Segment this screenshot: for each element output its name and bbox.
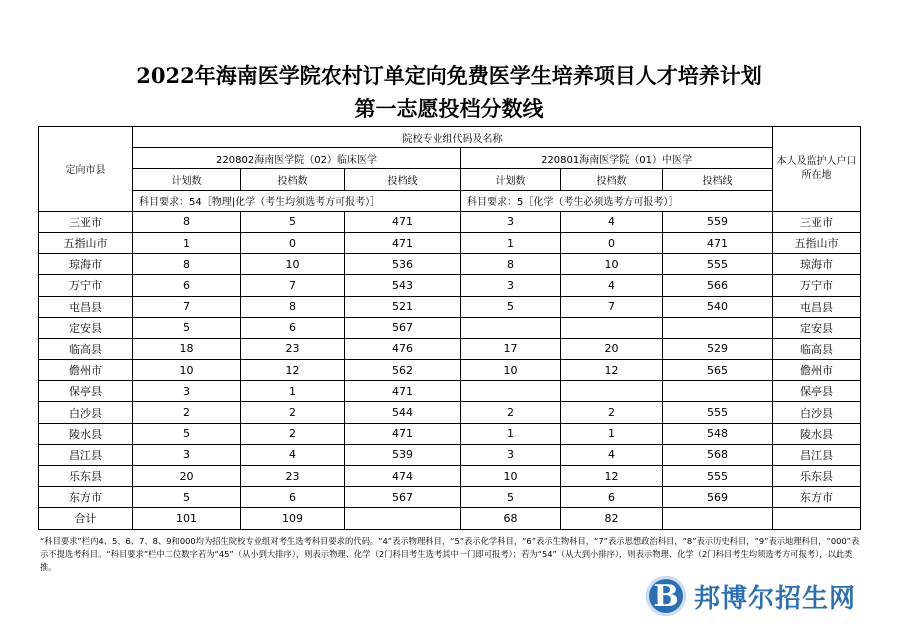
admitted-tcm-cell: 0 (561, 232, 663, 253)
table-row (39, 254, 861, 275)
cutoff-tcm-cell: 559 (663, 211, 773, 232)
plan-tcm-cell: 1 (461, 232, 561, 253)
col-admitted-tcm: 投档数 (561, 169, 663, 190)
hukou-cell: 琼海市 (773, 254, 861, 275)
region-cell: 白沙县 (39, 402, 133, 423)
hukou-cell: 东方市 (773, 487, 861, 508)
col-cutoff-clinical: 投档线 (345, 169, 461, 190)
plan-clinical-cell: 8 (133, 254, 241, 275)
plan-tcm-cell (461, 381, 561, 402)
hukou-cell: 定安县 (773, 317, 861, 338)
table-row (39, 211, 861, 232)
page-title: 2022年海南医学院农村订单定向免费医学生培养项目人才培养计划 (136, 63, 762, 88)
plan-tcm-cell: 1 (461, 423, 561, 444)
total-cutoff-clinical (345, 508, 461, 529)
cutoff-clinical-cell: 536 (345, 254, 461, 275)
plan-clinical-cell: 5 (133, 317, 241, 338)
plan-tcm-cell: 10 (461, 466, 561, 487)
col-plan-clinical: 计划数 (133, 169, 241, 190)
cutoff-tcm-cell (663, 317, 773, 338)
plan-clinical-cell: 3 (133, 381, 241, 402)
col-admitted-clinical: 投档数 (241, 169, 345, 190)
admitted-tcm-cell: 10 (561, 254, 663, 275)
plan-tcm-cell: 5 (461, 487, 561, 508)
admitted-tcm-cell: 12 (561, 360, 663, 381)
cutoff-clinical-cell: 543 (345, 275, 461, 296)
table-row (39, 338, 861, 359)
cutoff-tcm-cell: 569 (663, 487, 773, 508)
plan-clinical-cell: 8 (133, 211, 241, 232)
header-row-program (39, 148, 861, 169)
watermark (646, 574, 886, 618)
admitted-tcm-cell (561, 317, 663, 338)
plan-clinical-cell: 3 (133, 444, 241, 465)
cutoff-tcm-cell: 555 (663, 402, 773, 423)
admitted-tcm-cell (561, 381, 663, 402)
admitted-tcm-cell: 2 (561, 402, 663, 423)
group-column-header: 院校专业组代码及名称 (133, 127, 773, 148)
admitted-tcm-cell: 7 (561, 296, 663, 317)
region-cell: 昌江县 (39, 444, 133, 465)
table-row (39, 466, 861, 487)
total-cutoff-tcm (663, 508, 773, 529)
hukou-cell: 白沙县 (773, 402, 861, 423)
cutoff-clinical-cell: 567 (345, 487, 461, 508)
admitted-clinical-cell: 23 (241, 466, 345, 487)
cutoff-tcm-cell: 555 (663, 466, 773, 487)
header-row-columns (39, 169, 861, 190)
total-admitted-clinical: 109 (241, 508, 345, 529)
total-hukou (773, 508, 861, 529)
cutoff-tcm-cell (663, 381, 773, 402)
plan-tcm-cell: 3 (461, 444, 561, 465)
region-cell: 乐东县 (39, 466, 133, 487)
plan-clinical-cell: 18 (133, 338, 241, 359)
region-cell: 东方市 (39, 487, 133, 508)
cutoff-clinical-cell: 471 (345, 381, 461, 402)
cutoff-clinical-cell: 471 (345, 211, 461, 232)
plan-clinical-cell: 7 (133, 296, 241, 317)
cutoff-clinical-cell: 539 (345, 444, 461, 465)
hukou-cell: 儋州市 (773, 360, 861, 381)
footnote: “科目要求”栏内4、5、6、7、8、9和000均为招生院校专业组对考生选考科目要求的代码。“4”表示物理科目，“5”表示化学科目，“6”表示生物科目，“7”表示思想政治科目，“8”表示历史科目，“9”表示地理科目，“000”表示不提选考科目。“科目要求”栏中二位数字若为“45”（从小到大排序），则表示物理、化学（2门科目考生选考其中一门即可报考）；若为“54”（从大到小排序），则表示物理、化学（2门科目考生均须选考方可报考），以此类推。 (40, 536, 860, 572)
col-cutoff-tcm: 投档线 (663, 169, 773, 190)
col-plan-tcm: 计划数 (461, 169, 561, 190)
plan-tcm-cell: 2 (461, 402, 561, 423)
total-plan-tcm: 68 (461, 508, 561, 529)
admitted-tcm-cell: 6 (561, 487, 663, 508)
cutoff-tcm-cell: 529 (663, 338, 773, 359)
table-row (39, 381, 861, 402)
watermark-text: 邦博尔招生网 (694, 583, 857, 614)
admitted-clinical-cell: 12 (241, 360, 345, 381)
hukou-cell: 保亭县 (773, 381, 861, 402)
admitted-clinical-cell: 23 (241, 338, 345, 359)
plan-tcm-cell: 10 (461, 360, 561, 381)
plan-clinical-cell: 6 (133, 275, 241, 296)
cutoff-clinical-cell: 471 (345, 423, 461, 444)
cutoff-tcm-cell: 568 (663, 444, 773, 465)
plan-clinical-cell: 20 (133, 466, 241, 487)
plan-clinical-cell: 1 (133, 232, 241, 253)
region-cell: 定安县 (39, 317, 133, 338)
table-row (39, 296, 861, 317)
admitted-clinical-cell: 7 (241, 275, 345, 296)
admitted-clinical-cell: 1 (241, 381, 345, 402)
watermark-logo-icon: B (646, 576, 686, 616)
admitted-tcm-cell: 4 (561, 275, 663, 296)
program-header-clinical: 220802海南医学院（02）临床医学 (133, 148, 461, 169)
region-cell: 保亭县 (39, 381, 133, 402)
region-cell: 儋州市 (39, 360, 133, 381)
table-row (39, 402, 861, 423)
cutoff-clinical-cell: 476 (345, 338, 461, 359)
plan-tcm-cell: 3 (461, 275, 561, 296)
admitted-clinical-cell: 8 (241, 296, 345, 317)
cutoff-clinical-cell: 544 (345, 402, 461, 423)
header-row-requirements (39, 190, 861, 211)
admitted-clinical-cell: 5 (241, 211, 345, 232)
plan-clinical-cell: 5 (133, 487, 241, 508)
page-subtitle: 第一志愿投档分数线 (354, 96, 544, 121)
table-row (39, 232, 861, 253)
hukou-cell: 三亚市 (773, 211, 861, 232)
hukou-column-header: 本人及监护人户口所在地 (773, 127, 861, 212)
cutoff-tcm-cell: 548 (663, 423, 773, 444)
region-cell: 万宁市 (39, 275, 133, 296)
admitted-clinical-cell: 6 (241, 317, 345, 338)
hukou-cell: 万宁市 (773, 275, 861, 296)
requirement-tcm: 科目要求：5［化学（考生必须选考方可报考）］ (461, 190, 773, 211)
admitted-clinical-cell: 2 (241, 423, 345, 444)
table-row (39, 360, 861, 381)
table-row (39, 487, 861, 508)
score-table (38, 126, 861, 530)
admitted-clinical-cell: 2 (241, 402, 345, 423)
hukou-cell: 陵水县 (773, 423, 861, 444)
program-header-tcm: 220801海南医学院（01）中医学 (461, 148, 773, 169)
plan-tcm-cell: 17 (461, 338, 561, 359)
hukou-cell: 昌江县 (773, 444, 861, 465)
header-row-group (39, 127, 861, 148)
admitted-tcm-cell: 1 (561, 423, 663, 444)
cutoff-tcm-cell: 540 (663, 296, 773, 317)
plan-clinical-cell: 10 (133, 360, 241, 381)
cutoff-clinical-cell: 474 (345, 466, 461, 487)
admitted-tcm-cell: 4 (561, 444, 663, 465)
cutoff-tcm-cell: 471 (663, 232, 773, 253)
table-row (39, 275, 861, 296)
hukou-cell: 临高县 (773, 338, 861, 359)
plan-tcm-cell: 8 (461, 254, 561, 275)
total-row (39, 508, 861, 529)
total-plan-clinical: 101 (133, 508, 241, 529)
region-cell: 三亚市 (39, 211, 133, 232)
region-column-header: 定向市县 (39, 127, 133, 212)
requirement-clinical: 科目要求：54［物理|化学（考生均须选考方可报考）］ (133, 190, 461, 211)
admitted-clinical-cell: 0 (241, 232, 345, 253)
hukou-cell: 乐东县 (773, 466, 861, 487)
cutoff-clinical-cell: 471 (345, 232, 461, 253)
table-row (39, 317, 861, 338)
plan-clinical-cell: 5 (133, 423, 241, 444)
total-label: 合计 (39, 508, 133, 529)
admitted-clinical-cell: 10 (241, 254, 345, 275)
region-cell: 琼海市 (39, 254, 133, 275)
plan-tcm-cell (461, 317, 561, 338)
admitted-tcm-cell: 12 (561, 466, 663, 487)
cutoff-tcm-cell: 566 (663, 275, 773, 296)
cutoff-tcm-cell: 555 (663, 254, 773, 275)
plan-tcm-cell: 5 (461, 296, 561, 317)
cutoff-clinical-cell: 562 (345, 360, 461, 381)
cutoff-clinical-cell: 521 (345, 296, 461, 317)
region-cell: 屯昌县 (39, 296, 133, 317)
cutoff-tcm-cell: 565 (663, 360, 773, 381)
hukou-cell: 五指山市 (773, 232, 861, 253)
cutoff-clinical-cell: 567 (345, 317, 461, 338)
table-row (39, 444, 861, 465)
region-cell: 陵水县 (39, 423, 133, 444)
table-row (39, 423, 861, 444)
admitted-clinical-cell: 6 (241, 487, 345, 508)
admitted-clinical-cell: 4 (241, 444, 345, 465)
region-cell: 临高县 (39, 338, 133, 359)
region-cell: 五指山市 (39, 232, 133, 253)
admitted-tcm-cell: 20 (561, 338, 663, 359)
hukou-cell: 屯昌县 (773, 296, 861, 317)
plan-clinical-cell: 2 (133, 402, 241, 423)
plan-tcm-cell: 3 (461, 211, 561, 232)
admitted-tcm-cell: 4 (561, 211, 663, 232)
total-admitted-tcm: 82 (561, 508, 663, 529)
